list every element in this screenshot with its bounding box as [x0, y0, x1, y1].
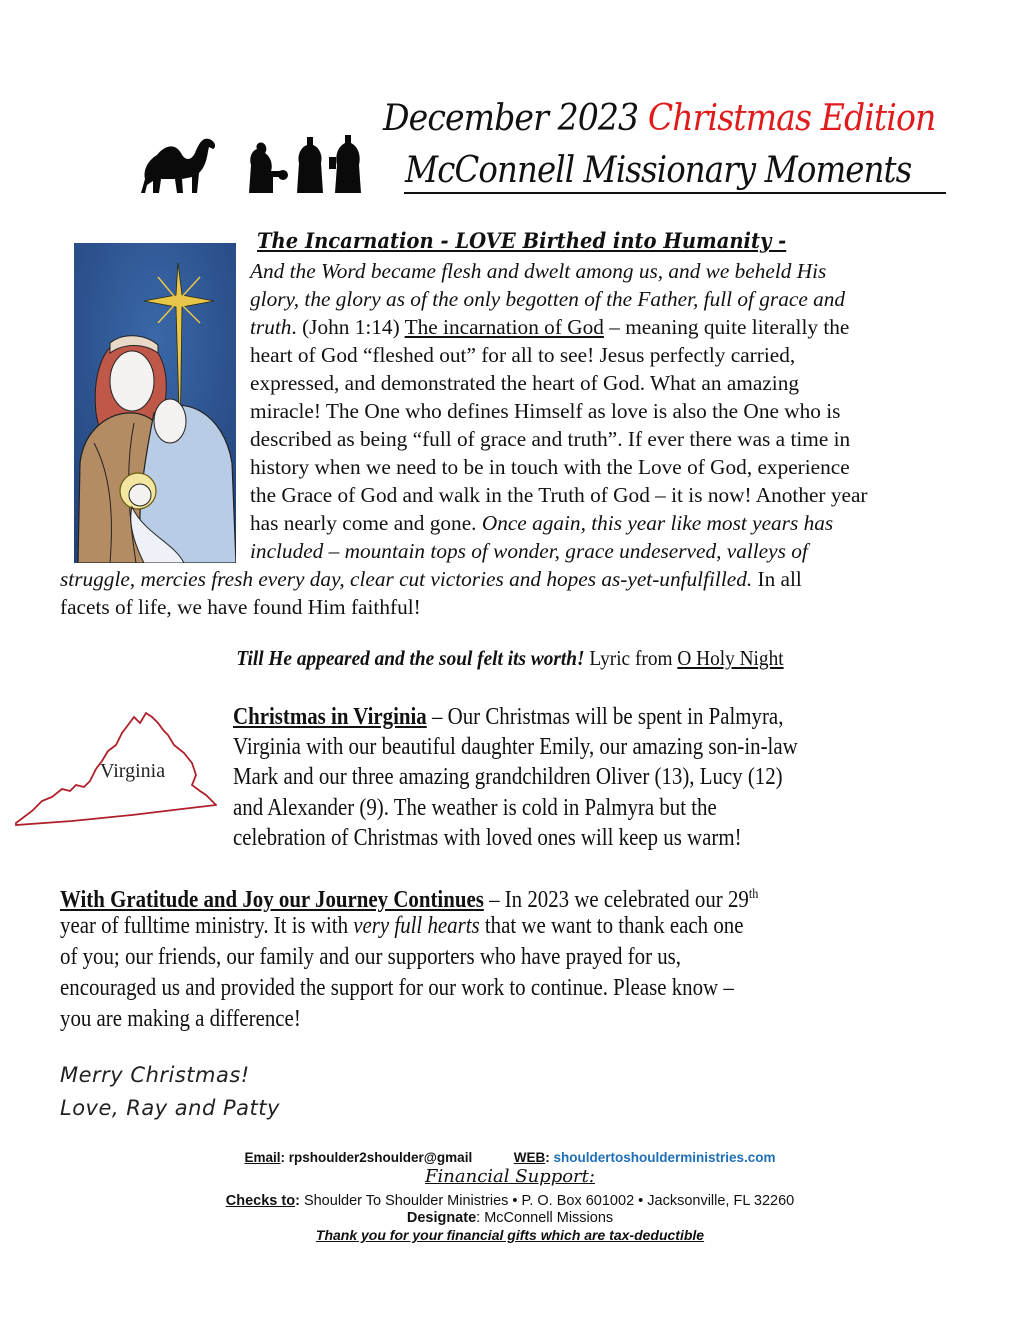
checks-address: Shoulder To Shoulder Ministries • P. O. Box 601002 • Jacksonville, FL 32260: [299, 1193, 795, 1209]
incarnation-line: described as being “full of grace and truth”. If ever there was a time in: [250, 427, 851, 451]
virginia-line-1: Christmas in Virginia – Our Christmas will be spent in Palmyra,: [233, 704, 784, 730]
signature-names: Love, Ray and Patty: [60, 1096, 280, 1120]
incarnation-line: expressed, and demonstrated the heart of God. What an amazing: [250, 371, 799, 395]
contact-line: Email: rpshoulder2shoulder@gmail WEB: shouldertoshoulderministries.com: [244, 1150, 776, 1165]
signature-greeting: Merry Christmas!: [60, 1063, 250, 1087]
incarnation-line: And the Word became flesh and dwelt among us, and we beheld His: [250, 259, 827, 283]
incarnation-line: heart of God “fleshed out” for all to see! Jesus perfectly carried,: [250, 343, 796, 367]
virginia-line-3: Mark and our three amazing grandchildren Oliver (13), Lucy (12): [233, 764, 783, 790]
checks-line: Checks to: Shoulder To Shoulder Ministries • P. O. Box 601002 • Jacksonville, FL 32260: [225, 1193, 795, 1209]
incarnation-line: glory, the glory as of the only begotten of the Father, full of grace and: [250, 287, 846, 311]
gratitude-line-1: With Gratitude and Joy our Journey Continues – In 2023 we celebrated our 29th: [60, 887, 759, 913]
virginia-map-label: Virginia: [100, 760, 166, 782]
designate-label: Designate: [406, 1210, 477, 1226]
gratitude-line-3: of you; our friends, our family and our supporters who have prayed for us,: [60, 944, 682, 970]
wise-men-camel-silhouette-icon: [137, 135, 379, 195]
gratitude-line-2: year of fulltime ministry. It is with very full hearts that we want to thank each one: [60, 913, 744, 939]
designate-value: : McConnell Missions: [476, 1210, 614, 1226]
virginia-line-4: and Alexander (9). The weather is cold in Palmyra but the: [233, 795, 717, 821]
designate-line: [0, 1210, 1020, 1226]
newsletter-title: McConnell Missionary Moments: [405, 150, 912, 191]
website-link[interactable]: shouldertoshoulderministries.com: [553, 1150, 776, 1165]
nativity-painting-image: [74, 243, 236, 563]
incarnation-line: the Grace of God and walk in the Truth of God – it is now! Another year: [250, 483, 868, 507]
virginia-line-5: celebration of Christmas with loved ones will keep us warm!: [233, 825, 742, 851]
email-label: Email: [244, 1150, 281, 1165]
web-label: WEB: [513, 1150, 546, 1165]
edition-title: [383, 98, 935, 139]
tax-deductible-note: Thank you for your financial gifts which are tax-deductible: [315, 1227, 705, 1243]
gratitude-line-4: encouraged us and provided the support for our work to continue. Please know –: [60, 975, 734, 1001]
checks-label: Checks to: [225, 1193, 296, 1209]
lyric-quote: Till He appeared and the soul felt its worth!: [236, 646, 585, 670]
incarnation-line: history when we need to be in touch with the Love of God, experience: [250, 455, 850, 479]
incarnation-line: miracle! The One who defines Himself as love is also the One who is: [250, 399, 841, 423]
email-value[interactable]: : rpshoulder2shoulder@gmail: [280, 1150, 473, 1165]
incarnation-line: struggle, mercies fresh every day, clear cut victories and hopes as-yet-unfulfilled. In all: [60, 567, 802, 591]
edition-highlight: Christmas Edition: [647, 98, 936, 139]
incarnation-line: facets of life, we have found Him faithful!: [60, 595, 421, 619]
lyric-from-label: Lyric from: [584, 646, 678, 670]
virginia-heading: Christmas in Virginia: [233, 704, 427, 730]
virginia-map-icon: [12, 705, 217, 830]
incarnation-line: has nearly come and gone. Once again, this year like most years has: [250, 511, 834, 535]
financial-support-heading: Financial Support:: [425, 1166, 595, 1187]
lyric-song-title: O Holy Night: [677, 646, 784, 670]
financial-support-heading-row: [0, 1166, 1020, 1187]
incarnation-line: included – mountain tops of wonder, grace undeserved, valleys of: [250, 539, 808, 563]
incarnation-heading: The Incarnation - LOVE Birthed into Humanity -: [257, 228, 787, 253]
edition-date: December 2023: [383, 98, 648, 139]
gratitude-heading: With Gratitude and Joy our Journey Continues: [60, 887, 484, 913]
title-underline: [404, 192, 946, 194]
gratitude-line-5: you are making a difference!: [60, 1006, 301, 1032]
lyric-line: [41, 646, 979, 671]
incarnation-line: truth. (John 1:14) The incarnation of God – meaning quite literally the: [250, 315, 850, 339]
virginia-line-2: Virginia with our beautiful daughter Emily, our amazing son-in-law: [233, 734, 798, 760]
